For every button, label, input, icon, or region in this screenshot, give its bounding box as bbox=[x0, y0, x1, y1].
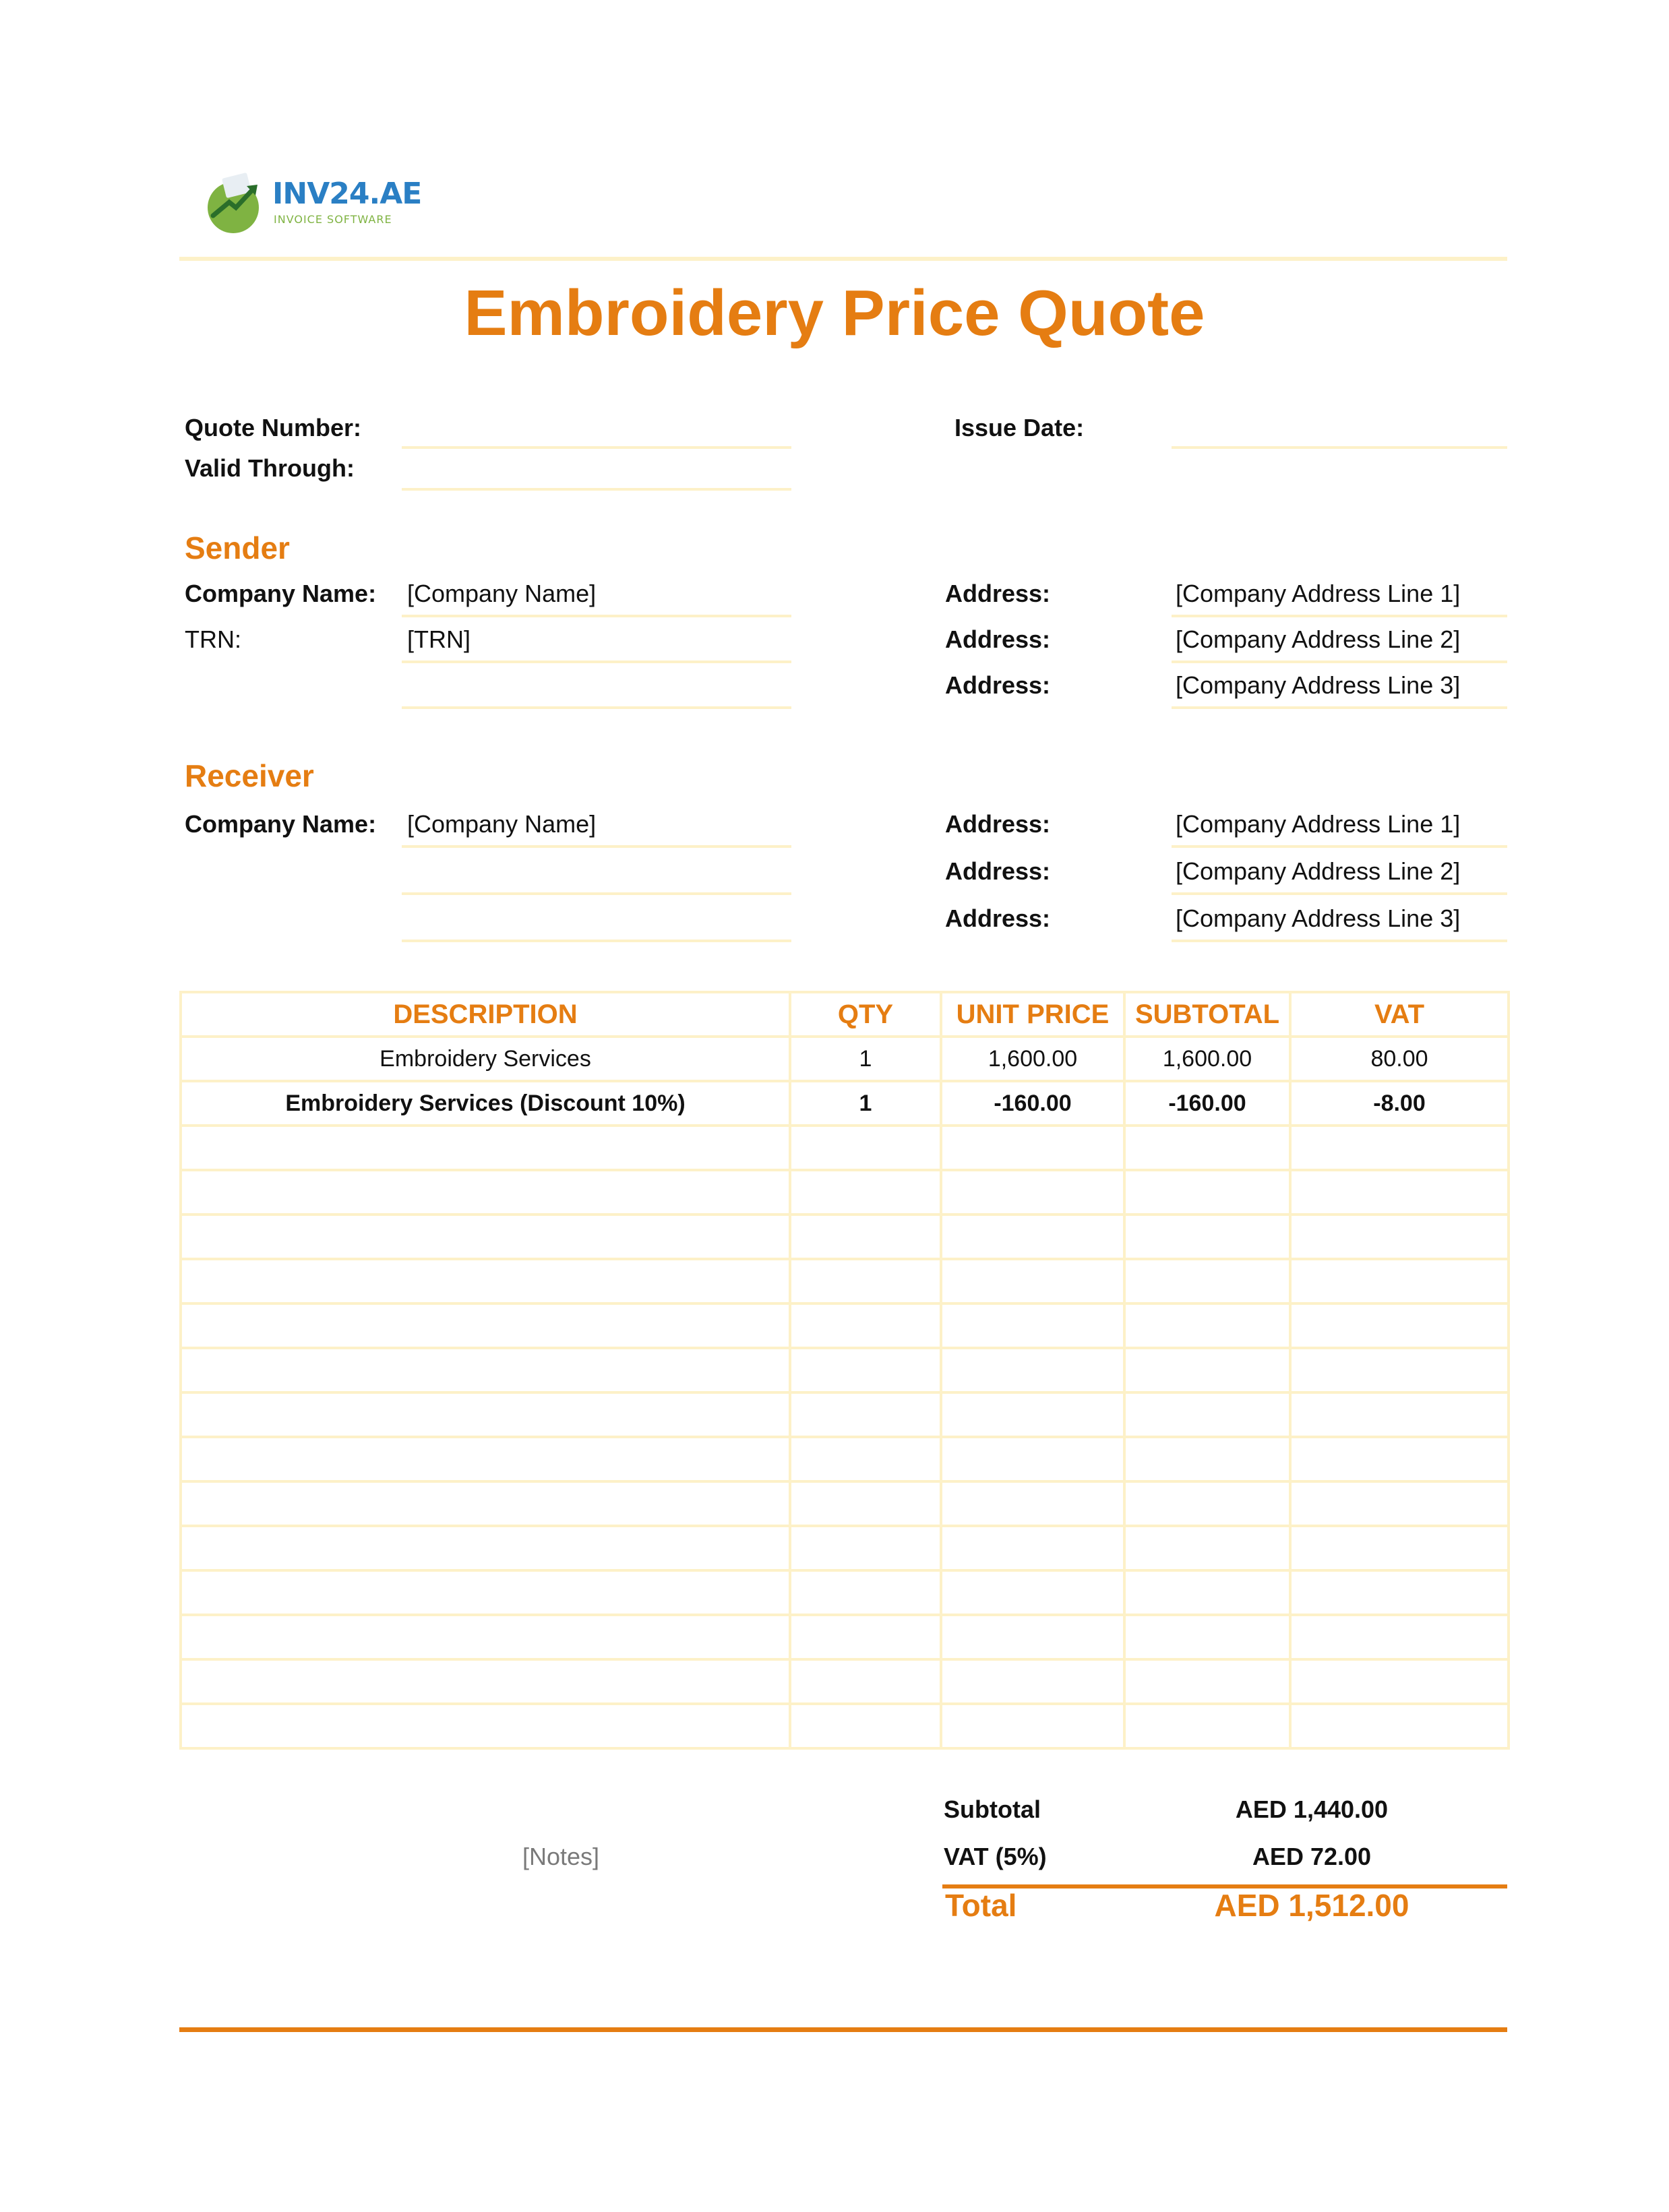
cell-description[interactable] bbox=[181, 1481, 790, 1526]
issue-date-label: Issue Date: bbox=[954, 414, 1085, 441]
receiver-address-line-2[interactable]: [Company Address Line 2] bbox=[1176, 857, 1461, 885]
cell-description[interactable] bbox=[181, 1259, 790, 1303]
cell-qty[interactable]: 1 bbox=[790, 1037, 941, 1081]
receiver-blank-underline-1 bbox=[402, 892, 791, 895]
cell-unit-price[interactable] bbox=[941, 1170, 1124, 1215]
sender-address-label-2: Address: bbox=[945, 625, 1051, 653]
cell-qty[interactable] bbox=[790, 1615, 941, 1659]
cell-qty[interactable] bbox=[790, 1259, 941, 1303]
receiver-blank-underline-2 bbox=[402, 940, 791, 942]
cell-description[interactable]: Embroidery Services (Discount 10%) bbox=[181, 1081, 790, 1126]
cell-unit-price[interactable] bbox=[941, 1437, 1124, 1481]
cell-qty[interactable] bbox=[790, 1526, 941, 1570]
cell-unit-price[interactable] bbox=[941, 1126, 1124, 1170]
cell-description[interactable] bbox=[181, 1570, 790, 1615]
cell-qty[interactable] bbox=[790, 1348, 941, 1392]
cell-subtotal[interactable] bbox=[1124, 1259, 1290, 1303]
cell-subtotal[interactable] bbox=[1124, 1126, 1290, 1170]
sender-heading: Sender bbox=[185, 530, 290, 565]
cell-vat[interactable] bbox=[1290, 1704, 1509, 1748]
empty-table-row bbox=[181, 1126, 1509, 1170]
cell-description[interactable]: Embroidery Services bbox=[181, 1037, 790, 1081]
cell-vat[interactable] bbox=[1290, 1526, 1509, 1570]
cell-description[interactable] bbox=[181, 1215, 790, 1259]
receiver-address-label-3: Address: bbox=[945, 904, 1051, 932]
cell-qty[interactable] bbox=[790, 1215, 941, 1259]
sender-address-underline-1 bbox=[1172, 615, 1507, 617]
vat-label: VAT (5%) bbox=[944, 1843, 1047, 1870]
quote-number-underline bbox=[402, 446, 791, 449]
empty-table-row bbox=[181, 1659, 1509, 1704]
cell-unit-price[interactable] bbox=[941, 1659, 1124, 1704]
cell-vat[interactable] bbox=[1290, 1392, 1509, 1437]
cell-subtotal[interactable] bbox=[1124, 1481, 1290, 1526]
cell-unit-price[interactable] bbox=[941, 1481, 1124, 1526]
cell-unit-price[interactable] bbox=[941, 1526, 1124, 1570]
header-unit-price: UNIT PRICE bbox=[941, 992, 1124, 1037]
cell-qty[interactable] bbox=[790, 1303, 941, 1348]
sender-trn-label: TRN: bbox=[185, 625, 241, 653]
line-items-table bbox=[179, 991, 1510, 1750]
table-header-row bbox=[181, 992, 1509, 1037]
empty-table-row bbox=[181, 1392, 1509, 1437]
cell-subtotal[interactable] bbox=[1124, 1526, 1290, 1570]
header-vat: VAT bbox=[1290, 992, 1509, 1037]
cell-unit-price[interactable]: 1,600.00 bbox=[941, 1037, 1124, 1081]
cell-qty[interactable] bbox=[790, 1126, 941, 1170]
cell-description[interactable] bbox=[181, 1615, 790, 1659]
empty-table-row bbox=[181, 1437, 1509, 1481]
cell-unit-price[interactable] bbox=[941, 1303, 1124, 1348]
cell-description[interactable] bbox=[181, 1704, 790, 1748]
cell-subtotal[interactable] bbox=[1124, 1348, 1290, 1392]
cell-description[interactable] bbox=[181, 1526, 790, 1570]
cell-unit-price[interactable] bbox=[941, 1570, 1124, 1615]
header-divider bbox=[179, 257, 1507, 261]
sender-company-name[interactable]: [Company Name] bbox=[407, 580, 597, 607]
sender-address-label-3: Address: bbox=[945, 671, 1051, 699]
cell-description[interactable] bbox=[181, 1126, 790, 1170]
cell-description[interactable] bbox=[181, 1303, 790, 1348]
sender-address-line-3[interactable]: [Company Address Line 3] bbox=[1176, 671, 1461, 699]
empty-table-row bbox=[181, 1615, 1509, 1659]
receiver-address-underline-3 bbox=[1172, 940, 1507, 942]
empty-table-row bbox=[181, 1526, 1509, 1570]
receiver-company-name[interactable]: [Company Name] bbox=[407, 810, 597, 838]
cell-vat[interactable] bbox=[1290, 1437, 1509, 1481]
cell-unit-price[interactable] bbox=[941, 1259, 1124, 1303]
cell-vat[interactable] bbox=[1290, 1126, 1509, 1170]
receiver-address-underline-1 bbox=[1172, 845, 1507, 848]
cell-description[interactable] bbox=[181, 1392, 790, 1437]
cell-subtotal[interactable] bbox=[1124, 1215, 1290, 1259]
cell-subtotal[interactable] bbox=[1124, 1570, 1290, 1615]
receiver-address-label-1: Address: bbox=[945, 810, 1051, 838]
vat-value: AED 72.00 bbox=[1252, 1843, 1372, 1870]
cell-unit-price[interactable] bbox=[941, 1615, 1124, 1659]
cell-vat[interactable] bbox=[1290, 1170, 1509, 1215]
cell-vat[interactable] bbox=[1290, 1481, 1509, 1526]
total-label: Total bbox=[945, 1888, 1017, 1923]
receiver-address-underline-2 bbox=[1172, 892, 1507, 895]
table-row bbox=[181, 1081, 1509, 1126]
company-logo bbox=[200, 168, 422, 236]
empty-table-row bbox=[181, 1570, 1509, 1615]
empty-table-row bbox=[181, 1170, 1509, 1215]
receiver-address-line-1[interactable]: [Company Address Line 1] bbox=[1176, 810, 1461, 838]
cell-vat[interactable] bbox=[1290, 1570, 1509, 1615]
cell-description[interactable] bbox=[181, 1170, 790, 1215]
valid-through-label: Valid Through: bbox=[185, 454, 355, 482]
cell-vat[interactable] bbox=[1290, 1259, 1509, 1303]
logo-icon bbox=[200, 168, 267, 236]
sender-company-underline bbox=[402, 615, 791, 617]
cell-vat[interactable]: -8.00 bbox=[1290, 1081, 1509, 1126]
cell-subtotal[interactable] bbox=[1124, 1303, 1290, 1348]
sender-address-line-2[interactable]: [Company Address Line 2] bbox=[1176, 625, 1461, 653]
empty-table-row bbox=[181, 1704, 1509, 1748]
cell-subtotal[interactable] bbox=[1124, 1659, 1290, 1704]
cell-subtotal[interactable] bbox=[1124, 1704, 1290, 1748]
sender-address-underline-3 bbox=[1172, 706, 1507, 709]
cell-qty[interactable] bbox=[790, 1570, 941, 1615]
cell-qty[interactable]: 1 bbox=[790, 1081, 941, 1126]
cell-qty[interactable] bbox=[790, 1392, 941, 1437]
cell-qty[interactable] bbox=[790, 1437, 941, 1481]
cell-subtotal[interactable] bbox=[1124, 1170, 1290, 1215]
subtotal-value: AED 1,440.00 bbox=[1235, 1795, 1389, 1823]
cell-unit-price[interactable]: -160.00 bbox=[941, 1081, 1124, 1126]
cell-unit-price[interactable] bbox=[941, 1215, 1124, 1259]
sender-trn[interactable]: [TRN] bbox=[407, 625, 471, 653]
sender-address-label-1: Address: bbox=[945, 580, 1051, 607]
header-subtotal: SUBTOTAL bbox=[1124, 992, 1290, 1037]
cell-description[interactable] bbox=[181, 1437, 790, 1481]
footer-divider bbox=[179, 2027, 1507, 2032]
empty-table-row bbox=[181, 1215, 1509, 1259]
receiver-heading: Receiver bbox=[185, 758, 314, 793]
cell-qty[interactable] bbox=[790, 1704, 941, 1748]
cell-vat[interactable] bbox=[1290, 1303, 1509, 1348]
cell-qty[interactable] bbox=[790, 1659, 941, 1704]
empty-table-row bbox=[181, 1481, 1509, 1526]
cell-qty[interactable] bbox=[790, 1170, 941, 1215]
cell-subtotal[interactable]: 1,600.00 bbox=[1124, 1037, 1290, 1081]
sender-address-line-1[interactable]: [Company Address Line 1] bbox=[1176, 580, 1461, 607]
issue-date-underline bbox=[1172, 446, 1507, 449]
cell-vat[interactable] bbox=[1290, 1615, 1509, 1659]
quote-number-label: Quote Number: bbox=[185, 414, 362, 441]
cell-unit-price[interactable] bbox=[941, 1392, 1124, 1437]
sender-company-label: Company Name: bbox=[185, 580, 377, 607]
cell-description[interactable] bbox=[181, 1659, 790, 1704]
subtotal-label: Subtotal bbox=[944, 1795, 1041, 1823]
sender-blank-underline bbox=[402, 706, 791, 709]
sender-address-underline-2 bbox=[1172, 660, 1507, 663]
receiver-company-label: Company Name: bbox=[185, 810, 377, 838]
cell-vat[interactable] bbox=[1290, 1348, 1509, 1392]
sender-trn-underline bbox=[402, 660, 791, 663]
notes-field[interactable]: [Notes] bbox=[522, 1843, 600, 1870]
receiver-address-line-3[interactable]: [Company Address Line 3] bbox=[1176, 904, 1461, 932]
cell-unit-price[interactable] bbox=[941, 1348, 1124, 1392]
valid-through-underline bbox=[402, 488, 791, 491]
receiver-address-label-2: Address: bbox=[945, 857, 1051, 885]
logo-tagline: INVOICE SOFTWARE bbox=[274, 213, 392, 226]
cell-subtotal[interactable]: -160.00 bbox=[1124, 1081, 1290, 1126]
cell-vat[interactable] bbox=[1290, 1659, 1509, 1704]
cell-unit-price[interactable] bbox=[941, 1704, 1124, 1748]
cell-subtotal[interactable] bbox=[1124, 1615, 1290, 1659]
cell-vat[interactable]: 80.00 bbox=[1290, 1037, 1509, 1081]
empty-table-row bbox=[181, 1348, 1509, 1392]
cell-description[interactable] bbox=[181, 1348, 790, 1392]
cell-subtotal[interactable] bbox=[1124, 1392, 1290, 1437]
empty-table-row bbox=[181, 1303, 1509, 1348]
cell-vat[interactable] bbox=[1290, 1215, 1509, 1259]
logo-wordmark: INV24.AE bbox=[272, 177, 422, 211]
page-title: Embroidery Price Quote bbox=[464, 277, 1205, 349]
table-row bbox=[181, 1037, 1509, 1081]
cell-subtotal[interactable] bbox=[1124, 1437, 1290, 1481]
empty-table-row bbox=[181, 1259, 1509, 1303]
total-value: AED 1,512.00 bbox=[1214, 1888, 1409, 1923]
header-description: DESCRIPTION bbox=[181, 992, 790, 1037]
cell-qty[interactable] bbox=[790, 1481, 941, 1526]
table-body bbox=[181, 1037, 1509, 1748]
header-qty: QTY bbox=[790, 992, 941, 1037]
receiver-company-underline bbox=[402, 845, 791, 848]
